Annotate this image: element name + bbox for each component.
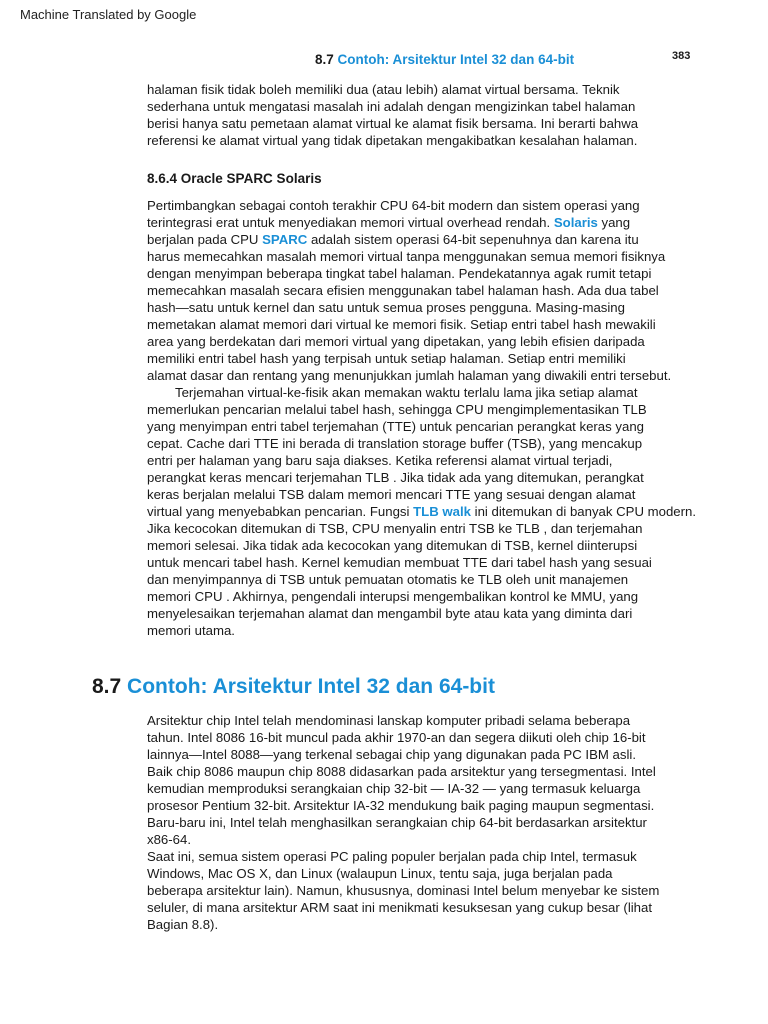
paragraph-tlb-translation [147,384,747,639]
text-line: menyelesaikan terjemahan alamat dan mengambil byte atau kata yang diminta dari [147,606,633,621]
text-run: yang [597,215,631,230]
text-line: harus memecahkan masalah memori virtual tanpa menggunakan semua memori fisiknya [147,249,666,264]
text-line: sederhana untuk mengatasi masalah ini adalah dengan mengizinkan tabel halaman [147,99,636,114]
text-run: ini ditemukan di banyak CPU modern. [471,504,697,519]
text-line: kemudian memproduksi serangkaian chip 32-bit — IA-32 — yang termasuk keluarga [147,781,641,796]
text-line: memecahkan masalah secara efisien menggunakan tabel halaman hash. Ada dua tabel [147,283,659,298]
text-line: memetakan alamat memori dari virtual ke memori fisik. Setiap entri tabel hash mewakili [147,317,656,332]
text-line [147,214,747,231]
text-line: lainnya—Intel 8088—yang terkenal sebagai chip yang digunakan pada PC IBM asli. [147,747,636,762]
text-line: area yang berdekatan dari memori virtual yang dipetakan, yang lebih efisien daripada [147,334,645,349]
text-line: perangkat keras mencari terjemahan TLB . Jika tidak ada yang ditemukan, perangkat [147,470,644,485]
paragraph-intel-dominance [147,848,747,933]
text-line: entri per halaman yang baru saja diakses. Ketika referensi alamat virtual terjadi, [147,453,613,468]
running-head-title: Contoh: Arsitektur Intel 32 dan 64-bit [337,52,575,67]
paragraph-intel-history [147,712,747,848]
text-line: memori CPU . Akhirnya, pengendali interupsi mengembalikan kontrol ke MMU, yang [147,589,639,604]
text-line: memerlukan pencarian melalui tabel hash, sehingga CPU mengimplementasikan TLB [147,402,647,417]
section-title: Contoh: Arsitektur Intel 32 dan 64-bit [127,675,495,698]
text-line: Pertimbangkan sebagai contoh terakhir CPU 64-bit modern dan sistem operasi yang [147,198,640,213]
text-line: cepat. Cache dari TTE ini berada di translation storage buffer (TSB), yang mencakup [147,436,643,451]
text-line: Baru-baru ini, Intel telah menghasilkan serangkaian chip 64-bit berdasarkan arsitektur [147,815,647,830]
text-line [147,503,747,520]
page-number: 383 [672,50,691,62]
text-line: beberapa arsitektur lain). Namun, khususnya, dominasi Intel belum menyebar ke sistem [147,883,660,898]
text-line: untuk mencari tabel hash. Kernel kemudian membuat TTE dari tabel hash yang sesuai [147,555,652,570]
paragraph-sparc-solaris [147,197,747,384]
solaris-link[interactable]: Solaris [553,215,598,230]
text-line: dan menyimpannya di TSB untuk pemuatan otomatis ke TLB oleh unit manajemen [147,572,629,587]
running-head [315,52,574,67]
text-line: memiliki entri tabel hash yang terpisah untuk setiap halaman. Setiap entri memiliki [147,351,626,366]
text-line: Jika kecocokan ditemukan di TSB, CPU menyalin entri TSB ke TLB , dan terjemahan [147,521,643,536]
text-run: berjalan pada CPU [147,232,263,247]
text-line [147,231,747,248]
text-line: seluler, di mana arsitektur ARM saat ini menikmati kesuksesan yang cukup besar (lihat [147,900,653,915]
tlb-walk-link[interactable]: TLB walk [413,504,471,519]
text-line: Saat ini, semua sistem operasi PC paling populer berjalan pada chip Intel, termasuk [147,849,637,864]
text-line: Arsitektur chip Intel telah mendominasi lanskap komputer pribadi selama beberapa [147,713,631,728]
text-line: tahun. Intel 8086 16-bit muncul pada akhir 1970-an dan segera diikuti oleh chip 16-bit [147,730,646,745]
text-line: Terjemahan virtual-ke-fisik akan memakan waktu terlalu lama jika setiap alamat [175,385,638,400]
text-line: prosesor Pentium 32-bit. Arsitektur IA-32 mendukung baik paging maupun segmentasi. [147,798,655,813]
text-line: halaman fisik tidak boleh memiliki dua (atau lebih) alamat virtual bersama. Teknik [147,82,620,97]
text-line: memori utama. [147,623,235,638]
text-line: memori selesai. Jika tidak ada kecocokan yang ditemukan di TSB, kernel diinterupsi [147,538,638,553]
subsection-heading: 8.6.4 Oracle SPARC Solaris [147,171,322,186]
text-line: berisi hanya satu pemetaan alamat virtual ke alamat fisik bersama. Ini berarti bahwa [147,116,639,131]
section-heading [92,675,495,699]
text-line: keras berjalan melalui TSB dalam memori mencari TTE yang sesuai dengan alamat [147,487,636,502]
running-head-number: 8.7 [315,52,334,67]
text-line: hash—satu untuk kernel dan satu untuk semua proses pengguna. Masing-masing [147,300,625,315]
text-line: alamat dasar dan rentang yang menunjukkan jumlah halaman yang diwakili entri tersebut. [147,368,672,383]
text-run: terintegrasi erat untuk menyediakan memori virtual overhead rendah. [147,215,554,230]
text-line: Bagian 8.8). [147,917,219,932]
text-line: Windows, Mac OS X, dan Linux (walaupun Linux, tentu saja, juga berjalan pada [147,866,613,881]
text-line: Baik chip 8086 maupun chip 8088 didasarkan pada arsitektur yang tersegmentasi. Intel [147,764,656,779]
text-run: adalah sistem operasi 64-bit sepenuhnya dan karena itu [307,232,639,247]
sparc-link[interactable]: SPARC [262,232,308,247]
text-line: x86-64. [147,832,191,847]
section-number: 8.7 [92,675,122,698]
paragraph-page-tables [147,81,747,149]
text-line: dengan menyimpan beberapa tingkat tabel halaman. Pendekatannya agak rumit tetapi [147,266,652,281]
text-line: referensi ke alamat virtual yang tidak dipetakan mengakibatkan kesalahan halaman. [147,133,638,148]
text-run: virtual yang menyebabkan pencarian. Fungsi [147,504,414,519]
text-line: yang menyimpan entri tabel terjemahan (TTE) untuk pencarian perangkat keras yang [147,419,644,434]
machine-translation-banner: Machine Translated by Google [20,7,197,22]
